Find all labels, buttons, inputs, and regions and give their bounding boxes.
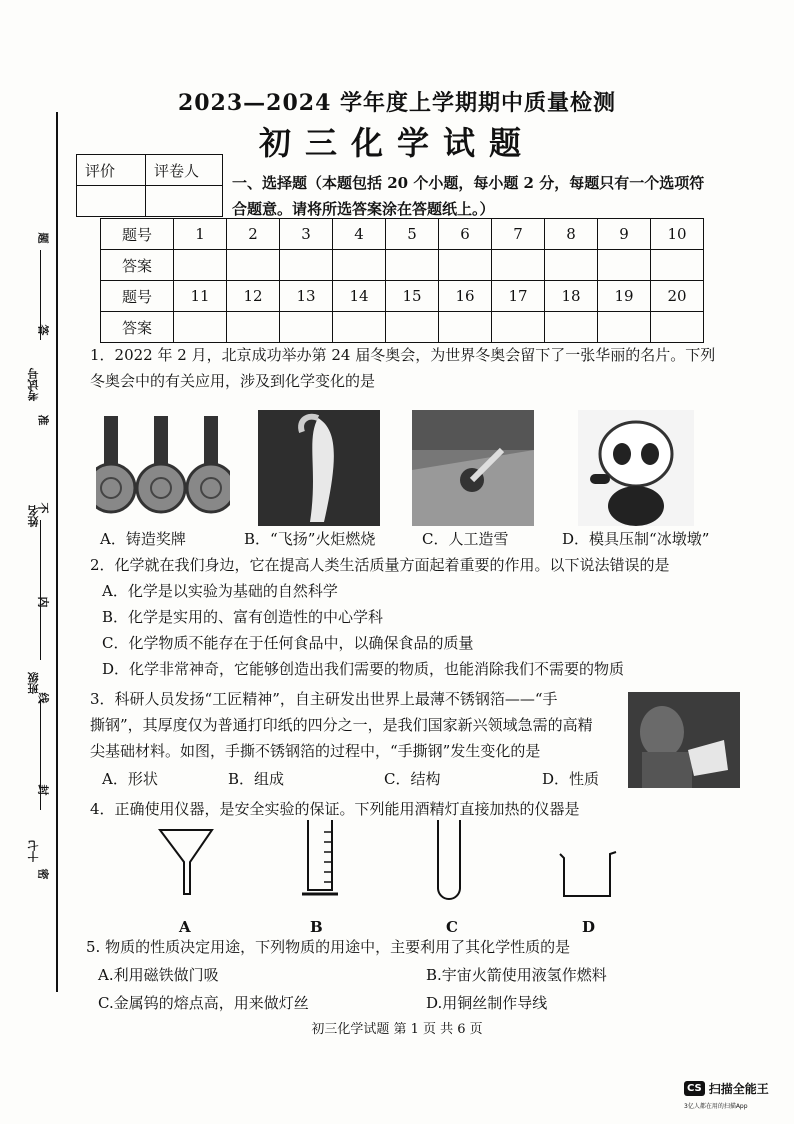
answer-table-label: 答案 xyxy=(101,312,174,343)
question-number: 17 xyxy=(492,281,545,312)
question-number: 12 xyxy=(227,281,280,312)
seal-char: 内 xyxy=(36,596,50,608)
answer-cell[interactable] xyxy=(439,250,492,281)
question-number: 7 xyxy=(492,219,545,250)
question-number: 13 xyxy=(280,281,333,312)
q4-option-c: C xyxy=(446,918,458,936)
q1-option-b: B．“飞扬”火炬燃烧 xyxy=(244,530,376,548)
q1-stem: 1．2022 年 2 月，北京成功举办第 24 届冬奥会，为世界冬奥会留下了一张华丽的名片。下列 xyxy=(90,346,716,364)
section1-heading-cont: 合题意。请将所选答案涂在答题纸上。） xyxy=(232,200,495,218)
question-number: 3 xyxy=(280,219,333,250)
exam-header: 2023—2024 学年度上学期期中质量检测 xyxy=(177,90,617,116)
q4-option-d: D xyxy=(582,918,596,936)
hand-torn-steel-image xyxy=(628,692,740,788)
q3-stem-cont2: 尖基础材料。如图，手撕不锈钢箔的过程中，“手撕钢”发生变化的是 xyxy=(90,742,541,760)
answer-cell[interactable] xyxy=(492,312,545,343)
answer-table xyxy=(100,218,704,343)
test-tube-icon xyxy=(434,818,464,902)
answer-cell[interactable] xyxy=(227,250,280,281)
answer-cell[interactable] xyxy=(280,312,333,343)
answer-cell[interactable] xyxy=(545,250,598,281)
score-box xyxy=(76,154,223,217)
answer-cell[interactable] xyxy=(492,250,545,281)
answer-cell[interactable] xyxy=(598,250,651,281)
score-cell[interactable] xyxy=(77,186,146,217)
scanner-watermark xyxy=(684,1080,769,1110)
question-number: 18 xyxy=(545,281,598,312)
q3-option-d: D．性质 xyxy=(542,770,600,788)
seal-char: 密 xyxy=(36,868,50,880)
binding-line xyxy=(56,112,58,992)
page-footer: 初三化学试题 第 1 页 共 6 页 xyxy=(311,1022,483,1037)
question-number: 1 xyxy=(174,219,227,250)
q5-option-c: C.金属钨的熔点高，用来做灯丝 xyxy=(98,994,309,1012)
grader-label: 评卷人 xyxy=(146,155,223,186)
q4-option-b: B xyxy=(310,918,323,936)
q2-stem: 2．化学就在我们身边，它在提高人类生活质量方面起着重要的作用。以下说法错误的是 xyxy=(90,556,670,574)
q2-option-a: A．化学是以实验为基础的自然科学 xyxy=(102,582,338,600)
answer-cell[interactable] xyxy=(174,312,227,343)
q1-stem-cont: 冬奥会中的有关应用，涉及到化学变化的是 xyxy=(90,372,376,390)
seal-char: 封 xyxy=(36,784,50,796)
answer-cell[interactable] xyxy=(386,312,439,343)
question-number: 4 xyxy=(333,219,386,250)
question-number: 6 xyxy=(439,219,492,250)
seal-char: 题 xyxy=(36,232,50,244)
q3-option-b: B．组成 xyxy=(228,770,285,788)
q3-stem-cont: 撕钢”，其厚度仅为普通打印纸的四分之一，是我们国家新兴领域急需的高精 xyxy=(90,716,593,734)
q2-option-b: B．化学是实用的、富有创造性的中心学科 xyxy=(102,608,384,626)
answer-cell[interactable] xyxy=(651,312,704,343)
question-number: 16 xyxy=(439,281,492,312)
camscanner-logo-icon: CS xyxy=(684,1081,705,1096)
seal-char: 不 xyxy=(36,502,50,514)
measuring-cylinder-icon xyxy=(298,818,342,898)
bing-dwen-dwen-image xyxy=(578,410,694,526)
sidebar-name: 姓名 xyxy=(27,505,40,527)
answer-cell[interactable] xyxy=(333,312,386,343)
sidebar-school: 十七 xyxy=(27,840,40,862)
beaker-icon xyxy=(556,850,620,900)
score-label: 评价 xyxy=(77,155,146,186)
funnel-icon xyxy=(156,826,216,896)
answer-cell[interactable] xyxy=(598,312,651,343)
q1-option-d: D．模具压制“冰墩墩” xyxy=(562,530,710,548)
q4-stem: 4．正确使用仪器，是安全实验的保证。下列能用酒精灯直接加热的仪器是 xyxy=(90,800,580,818)
answer-table-label: 题号 xyxy=(101,281,174,312)
answer-table-label: 题号 xyxy=(101,219,174,250)
q5-option-b: B.宇宙火箭使用液氢作燃料 xyxy=(426,966,607,984)
exam-title: 初三化学试题 xyxy=(258,124,535,162)
question-number: 19 xyxy=(598,281,651,312)
question-number: 9 xyxy=(598,219,651,250)
q3-option-a: A．形状 xyxy=(102,770,158,788)
answer-cell[interactable] xyxy=(651,250,704,281)
scanner-tagline: 3亿人都在用的扫描App xyxy=(684,1103,748,1110)
question-number: 10 xyxy=(651,219,704,250)
q4-option-a: A xyxy=(179,918,191,936)
answer-table-label: 答案 xyxy=(101,250,174,281)
seal-char: 线 xyxy=(36,692,50,704)
seal-char: 答 xyxy=(36,324,50,336)
sidebar-exam-no: 考试号 xyxy=(27,368,40,401)
q3-option-c: C．结构 xyxy=(384,770,441,788)
q2-option-c: C．化学物质不能存在于任何食品中，以确保食品的质量 xyxy=(102,634,474,652)
question-number: 11 xyxy=(174,281,227,312)
answer-cell[interactable] xyxy=(174,250,227,281)
grader-cell[interactable] xyxy=(146,186,223,217)
sidebar-class: 班级 xyxy=(27,672,40,694)
question-number: 2 xyxy=(227,219,280,250)
q2-option-d: D．化学非常神奇，它能够创造出我们需要的物质，也能消除我们不需要的物质 xyxy=(102,660,625,678)
question-number: 15 xyxy=(386,281,439,312)
torch-image xyxy=(258,410,380,526)
question-number: 20 xyxy=(651,281,704,312)
answer-cell[interactable] xyxy=(386,250,439,281)
sidebar-blank-line xyxy=(40,520,41,660)
section1-heading: 一、选择题（本题包括 20 个小题，每小题 2 分，每题只有一个选项符 xyxy=(232,174,705,192)
answer-cell[interactable] xyxy=(280,250,333,281)
scanner-app-name: 扫描全能王 xyxy=(708,1082,769,1096)
question-number: 8 xyxy=(545,219,598,250)
q5-option-d: D.用铜丝制作导线 xyxy=(426,994,548,1012)
medals-image xyxy=(96,412,230,524)
q1-option-a: A．铸造奖牌 xyxy=(100,530,186,548)
seal-char: 准 xyxy=(36,414,50,426)
q3-stem: 3．科研人员发扬“工匠精神”，自主研发出世界上最薄不锈钢箔——“手 xyxy=(90,690,558,708)
answer-cell[interactable] xyxy=(227,312,280,343)
question-number: 5 xyxy=(386,219,439,250)
snow-making-image xyxy=(412,410,534,526)
answer-cell[interactable] xyxy=(333,250,386,281)
q5-option-a: A.利用磁铁做门吸 xyxy=(98,966,219,984)
q5-stem: 5. 物质的性质决定用途，下列物质的用途中，主要利用了其化学性质的是 xyxy=(86,938,571,956)
answer-cell[interactable] xyxy=(545,312,598,343)
q1-option-c: C．人工造雪 xyxy=(422,530,509,548)
answer-cell[interactable] xyxy=(439,312,492,343)
question-number: 14 xyxy=(333,281,386,312)
